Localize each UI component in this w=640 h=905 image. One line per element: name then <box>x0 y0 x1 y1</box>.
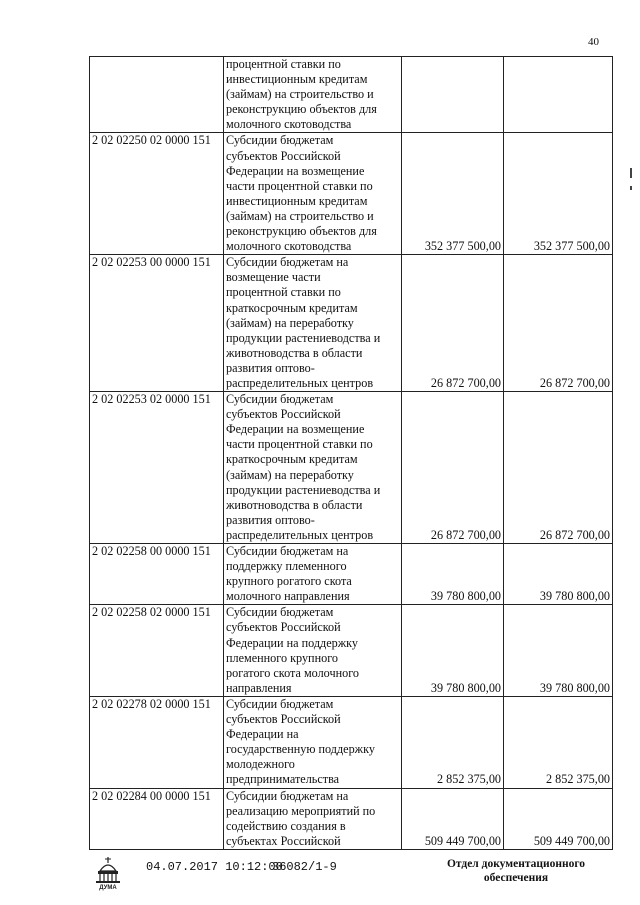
table-row <box>90 255 613 392</box>
budget-item-name-cell <box>224 57 402 133</box>
budget-code-cell: 2 02 02250 02 0000 151 <box>90 133 224 255</box>
budget-item-name-cell <box>224 605 402 697</box>
name-line: животноводства в области <box>226 497 363 512</box>
budget-code-cell: 2 02 02284 00 0000 151 <box>90 788 224 849</box>
table-row <box>90 696 613 788</box>
name-line: Федерации на <box>226 727 299 742</box>
name-line: части процентной ставки по <box>226 437 373 452</box>
name-line: распределительных центров <box>226 375 374 390</box>
name-line: государственную поддержку <box>226 742 375 757</box>
budget-item-name-cell <box>224 544 402 605</box>
logo-text: ДУМА <box>99 885 117 891</box>
name-line: краткосрочным кредитам <box>226 452 358 467</box>
table-row <box>90 133 613 255</box>
budget-code-cell: 2 02 02258 02 0000 151 <box>90 605 224 697</box>
amount-cell-2 <box>504 57 613 133</box>
budget-table-body <box>90 57 613 850</box>
name-line: племенного крупного <box>226 650 338 665</box>
margin-mark <box>630 168 632 178</box>
amount-cell-2: 39 780 800,00 <box>504 605 613 697</box>
name-line: молочного скотоводства <box>226 117 352 132</box>
name-line: (займам) на переработку <box>226 315 354 330</box>
name-line: содействию создания в <box>226 818 346 833</box>
amount-cell-1: 26 872 700,00 <box>402 392 504 544</box>
table-row <box>90 605 613 697</box>
budget-item-name-cell <box>224 788 402 849</box>
page-footer <box>0 855 640 895</box>
budget-code-cell <box>90 57 224 133</box>
table-row <box>90 57 613 133</box>
budget-code-cell: 2 02 02253 02 0000 151 <box>90 392 224 544</box>
name-line: развития оптово- <box>226 512 315 527</box>
name-line: рогатого скота молочного <box>226 665 359 680</box>
name-line: Федерации на поддержку <box>226 635 359 650</box>
name-line: Субсидии бюджетам <box>226 133 334 148</box>
name-line: Субсидии бюджетам <box>226 605 334 620</box>
name-line: реконструкцию объектов для <box>226 224 377 239</box>
department-line-1: Отдел документационного <box>446 858 586 870</box>
amount-cell-1: 2 852 375,00 <box>402 696 504 788</box>
name-line: субъектов Российской <box>226 148 341 163</box>
duma-logo-icon <box>92 855 124 891</box>
budget-item-name-cell <box>224 392 402 544</box>
name-line: Субсидии бюджетам на <box>226 544 349 558</box>
name-line: продукции растениеводства и <box>226 330 381 345</box>
budget-code-cell: 2 02 02258 00 0000 151 <box>90 544 224 605</box>
name-line: (займам) на строительство и <box>226 208 374 223</box>
stamp-date: 04.07.2017 10:12:00 <box>146 860 283 874</box>
amount-cell-2: 352 377 500,00 <box>504 133 613 255</box>
department-line-2: обеспечения <box>483 872 549 884</box>
stamp-number: 36082/1-9 <box>272 860 337 874</box>
name-line: (займам) на переработку <box>226 467 354 482</box>
amount-cell-2: 26 872 700,00 <box>504 255 613 392</box>
name-line: продукции растениеводства и <box>226 482 381 497</box>
name-line: субъектов Российской <box>226 407 341 422</box>
name-line: Субсидии бюджетам на <box>226 255 349 270</box>
name-line: молочного направления <box>226 589 350 604</box>
table-row <box>90 544 613 605</box>
name-line: возмещение части <box>226 270 321 285</box>
name-line: Субсидии бюджетам <box>226 392 334 407</box>
amount-cell-2: 2 852 375,00 <box>504 696 613 788</box>
amount-cell-1: 39 780 800,00 <box>402 605 504 697</box>
amount-cell-2: 509 449 700,00 <box>504 788 613 849</box>
budget-item-name-cell <box>224 696 402 788</box>
name-line: процентной ставки по <box>226 57 341 71</box>
amount-cell-1: 509 449 700,00 <box>402 788 504 849</box>
name-line: реализацию мероприятий по <box>226 803 376 818</box>
name-line: Субсидии бюджетам на <box>226 788 349 803</box>
budget-item-name-cell <box>224 133 402 255</box>
name-line: краткосрочным кредитам <box>226 300 358 315</box>
amount-cell-1 <box>402 57 504 133</box>
margin-mark <box>630 186 632 190</box>
budget-code-cell: 2 02 02278 02 0000 151 <box>90 696 224 788</box>
budget-item-name-cell <box>224 255 402 392</box>
budget-code-cell: 2 02 02253 00 0000 151 <box>90 255 224 392</box>
table-row <box>90 392 613 544</box>
name-line: развития оптово- <box>226 360 315 375</box>
amount-cell-1: 352 377 500,00 <box>402 133 504 255</box>
name-line: распределительных центров <box>226 527 374 542</box>
amount-cell-1: 39 780 800,00 <box>402 544 504 605</box>
name-line: крупного рогатого скота <box>226 574 352 589</box>
name-line: инвестиционным кредитам <box>226 193 368 208</box>
name-line: части процентной ставки по <box>226 178 373 193</box>
name-line: поддержку племенного <box>226 559 347 574</box>
page-number: 40 <box>588 36 599 48</box>
name-line: инвестиционным кредитам <box>226 72 368 87</box>
name-line: субъектов Российской <box>226 620 341 635</box>
name-line: молочного скотоводства <box>226 239 352 254</box>
name-line: процентной ставки по <box>226 285 341 300</box>
name-line: Федерации на возмещение <box>226 422 365 437</box>
name-line: молодежного <box>226 757 295 772</box>
amount-cell-2: 39 780 800,00 <box>504 544 613 605</box>
name-line: субъектах Российской <box>226 833 341 848</box>
name-line: реконструкцию объектов для <box>226 102 377 117</box>
budget-table <box>89 56 613 850</box>
name-line: (займам) на строительство и <box>226 87 374 102</box>
name-line: предпринимательства <box>226 772 340 787</box>
amount-cell-2: 26 872 700,00 <box>504 392 613 544</box>
name-line: направления <box>226 680 292 695</box>
name-line: животноводства в области <box>226 345 363 360</box>
name-line: Субсидии бюджетам <box>226 696 334 711</box>
name-line: субъектов Российской <box>226 712 341 727</box>
name-line: Федерации на возмещение <box>226 163 365 178</box>
amount-cell-1: 26 872 700,00 <box>402 255 504 392</box>
table-row <box>90 788 613 849</box>
department-name <box>436 857 596 885</box>
